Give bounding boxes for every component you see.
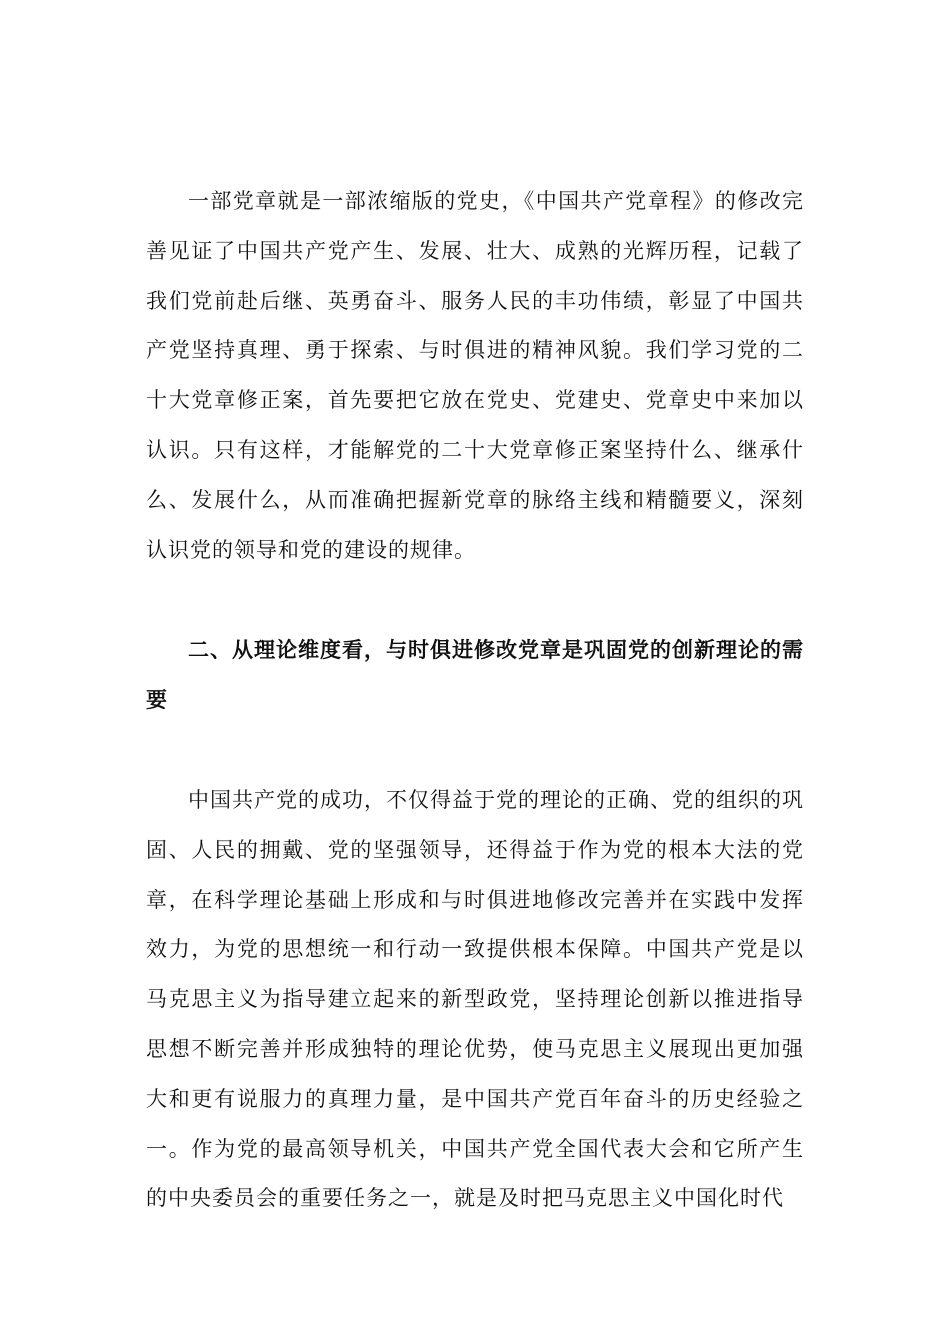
body-paragraph: 中国共产党的成功，不仅得益于党的理论的正确、党的组织的巩固、人民的拥戴、党的坚强领导，还得益于作为党的根本大法的党章，在科学理论基础上形成和与时俱进地修改完善并在实践中发挥效力，为党的思想统一和行动一致提供根本保障。中国共产党是以马克思主义为指导建立起来的新型政党，坚持理论创新以推进指导思想不断完善并形成独特的理论优势，使马克思主义展现出更加强大和更有说服力的真理力量，是中国共产党百年奋斗的历史经验之一。作为党的最高领导机关，中国共产党全国代表大会和它所产生的中央委员会的重要任务之一，就是及时把马克思主义中国化时代: [146, 788, 804, 1211]
body-paragraph: 一部党章就是一部浓缩版的党史，《中国共产党章程》的修改完善见证了中国共产党产生、发展、壮大、成熟的光辉历程，记载了我们党前赴后继、英勇奋斗、服务人民的丰功伟绩，彰显了中国共产党坚持真理、勇于探索、与时俱进的精神风貌。我们学习党的二十大党章修正案，首先要把它放在党史、党建史、党章史中来加以认识。只有这样，才能解党的二十大党章修正案坚持什么、继承什么、发展什么，从而准确把握新党章的脉络主线和精髓要义，深刻认识党的领导和党的建设的规律。: [146, 189, 804, 562]
section-heading: 二、从理论维度看，与时俱进修改党章是巩固党的创新理论的需要: [146, 638, 804, 712]
